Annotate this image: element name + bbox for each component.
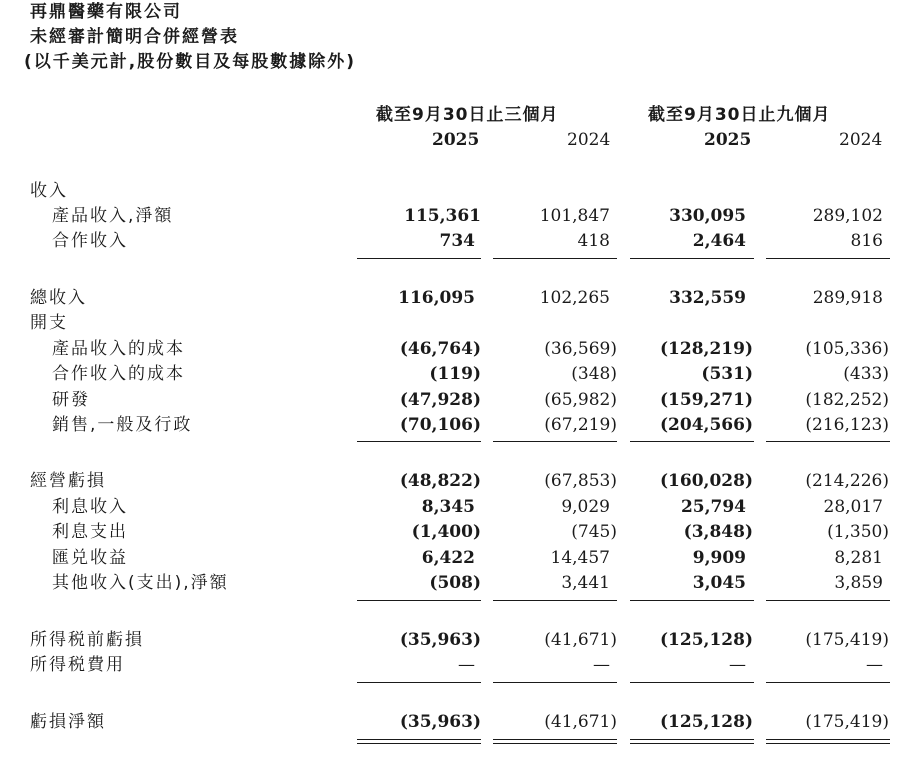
row-label-collab-revenue: 合作收入 bbox=[52, 231, 128, 251]
row-label-expenses: 開支 bbox=[30, 313, 68, 333]
cell-value: — bbox=[458, 655, 475, 675]
cell-value: (35,963) bbox=[399, 712, 481, 732]
cell-value: 115,361 bbox=[404, 206, 481, 226]
row-label-product-cost: 產品收入的成本 bbox=[52, 339, 185, 359]
cell-value: 14,457 bbox=[550, 548, 610, 568]
row-label-loss-before-tax: 所得税前虧損 bbox=[30, 630, 144, 650]
year-9m-2024: 2024 bbox=[839, 130, 883, 150]
year-3m-2025: 2025 bbox=[432, 130, 480, 150]
cell-value: 6,422 bbox=[421, 548, 475, 568]
cell-value: 816 bbox=[850, 231, 883, 251]
row-label-net-loss: 虧損淨額 bbox=[30, 712, 106, 732]
cell-value: (348) bbox=[571, 364, 617, 384]
cell-value: (67,853) bbox=[544, 471, 617, 491]
row-label-interest-expense: 利息支出 bbox=[52, 522, 128, 542]
cell-value: (67,219) bbox=[544, 415, 617, 435]
double-underline bbox=[630, 739, 754, 740]
cell-value: (214,226) bbox=[805, 471, 889, 491]
cell-value: 116,095 bbox=[398, 288, 475, 308]
divider-line bbox=[630, 682, 754, 683]
cell-value: (204,566) bbox=[660, 415, 753, 435]
cell-value: (41,671) bbox=[544, 630, 617, 650]
cell-value: (175,419) bbox=[805, 712, 889, 732]
cell-value: (3,848) bbox=[683, 522, 753, 542]
cell-value: (35,963) bbox=[399, 630, 481, 650]
cell-value: 8,345 bbox=[421, 497, 475, 517]
year-9m-2025: 2025 bbox=[704, 130, 752, 150]
cell-value: (70,106) bbox=[399, 415, 481, 435]
divider-line bbox=[630, 258, 754, 259]
cell-value: (531) bbox=[701, 364, 753, 384]
cell-value: 28,017 bbox=[823, 497, 883, 517]
cell-value: 418 bbox=[577, 231, 610, 251]
cell-value: 734 bbox=[439, 231, 475, 251]
cell-value: — bbox=[593, 655, 610, 675]
divider-line bbox=[630, 441, 754, 442]
cell-value: (47,928) bbox=[399, 390, 481, 410]
cell-value: 102,265 bbox=[539, 288, 610, 308]
cell-value: (175,419) bbox=[805, 630, 889, 650]
double-underline bbox=[630, 743, 754, 744]
double-underline bbox=[493, 743, 617, 744]
cell-value: (159,271) bbox=[660, 390, 753, 410]
cell-value: 3,859 bbox=[834, 573, 883, 593]
cell-value: (1,350) bbox=[827, 522, 889, 542]
cell-value: (41,671) bbox=[544, 712, 617, 732]
company-name: 再鼎醫藥有限公司 bbox=[30, 2, 182, 22]
year-3m-2024: 2024 bbox=[567, 130, 611, 150]
row-label-total-revenue: 總收入 bbox=[30, 288, 87, 308]
divider-line bbox=[493, 441, 617, 442]
divider-line bbox=[357, 682, 481, 683]
cell-value: (125,128) bbox=[660, 712, 753, 732]
double-underline bbox=[357, 743, 481, 744]
divider-line bbox=[493, 600, 617, 601]
divider-line bbox=[766, 441, 890, 442]
double-underline bbox=[493, 739, 617, 740]
statement-subtitle: (以千美元計,股份數目及每股數據除外) bbox=[24, 52, 356, 72]
cell-value: (65,982) bbox=[544, 390, 617, 410]
cell-value: 25,794 bbox=[680, 497, 746, 517]
row-label-revenue: 收入 bbox=[30, 181, 68, 201]
cell-value: (46,764) bbox=[399, 339, 481, 359]
row-label-rnd: 研發 bbox=[52, 390, 90, 410]
divider-line bbox=[766, 682, 890, 683]
nine-month-header: 截至9月30日止九個月 bbox=[648, 105, 831, 125]
cell-value: (119) bbox=[429, 364, 481, 384]
divider-line bbox=[357, 441, 481, 442]
cell-value: (745) bbox=[571, 522, 617, 542]
row-label-other-income: 其他收入(支出),淨額 bbox=[52, 573, 229, 593]
cell-value: (433) bbox=[843, 364, 889, 384]
cell-value: 289,102 bbox=[812, 206, 883, 226]
cell-value: (182,252) bbox=[805, 390, 889, 410]
cell-value: — bbox=[866, 655, 883, 675]
cell-value: (105,336) bbox=[805, 339, 889, 359]
cell-value: 8,281 bbox=[834, 548, 883, 568]
cell-value: (508) bbox=[429, 573, 481, 593]
cell-value: 9,029 bbox=[561, 497, 610, 517]
double-underline bbox=[357, 739, 481, 740]
divider-line bbox=[357, 600, 481, 601]
row-label-operating-loss: 經營虧損 bbox=[30, 471, 106, 491]
cell-value: 330,095 bbox=[669, 206, 746, 226]
divider-line bbox=[766, 258, 890, 259]
three-month-header: 截至9月30日止三個月 bbox=[376, 105, 559, 125]
cell-value: (48,822) bbox=[399, 471, 481, 491]
cell-value: 3,441 bbox=[561, 573, 610, 593]
cell-value: (36,569) bbox=[544, 339, 617, 359]
cell-value: (216,123) bbox=[805, 415, 889, 435]
cell-value: 2,464 bbox=[692, 231, 746, 251]
row-label-interest-income: 利息收入 bbox=[52, 497, 128, 517]
row-label-sga: 銷售,一般及行政 bbox=[52, 415, 193, 435]
row-label-fx-gain: 匯兑收益 bbox=[52, 548, 128, 568]
cell-value: — bbox=[729, 655, 746, 675]
divider-line bbox=[766, 600, 890, 601]
row-label-product-revenue: 產品收入,淨額 bbox=[52, 206, 174, 226]
divider-line bbox=[630, 600, 754, 601]
cell-value: 101,847 bbox=[539, 206, 610, 226]
divider-line bbox=[493, 682, 617, 683]
row-label-collab-cost: 合作收入的成本 bbox=[52, 364, 185, 384]
statement-title: 未經審計簡明合併經營表 bbox=[30, 27, 239, 47]
cell-value: (160,028) bbox=[660, 471, 753, 491]
divider-line bbox=[357, 258, 481, 259]
double-underline bbox=[766, 743, 890, 744]
cell-value: 3,045 bbox=[692, 573, 746, 593]
cell-value: 289,918 bbox=[812, 288, 883, 308]
row-label-tax-expense: 所得税費用 bbox=[30, 655, 125, 675]
cell-value: (128,219) bbox=[660, 339, 753, 359]
cell-value: (1,400) bbox=[411, 522, 481, 542]
cell-value: 332,559 bbox=[669, 288, 746, 308]
divider-line bbox=[493, 258, 617, 259]
cell-value: (125,128) bbox=[660, 630, 753, 650]
cell-value: 9,909 bbox=[692, 548, 746, 568]
double-underline bbox=[766, 739, 890, 740]
